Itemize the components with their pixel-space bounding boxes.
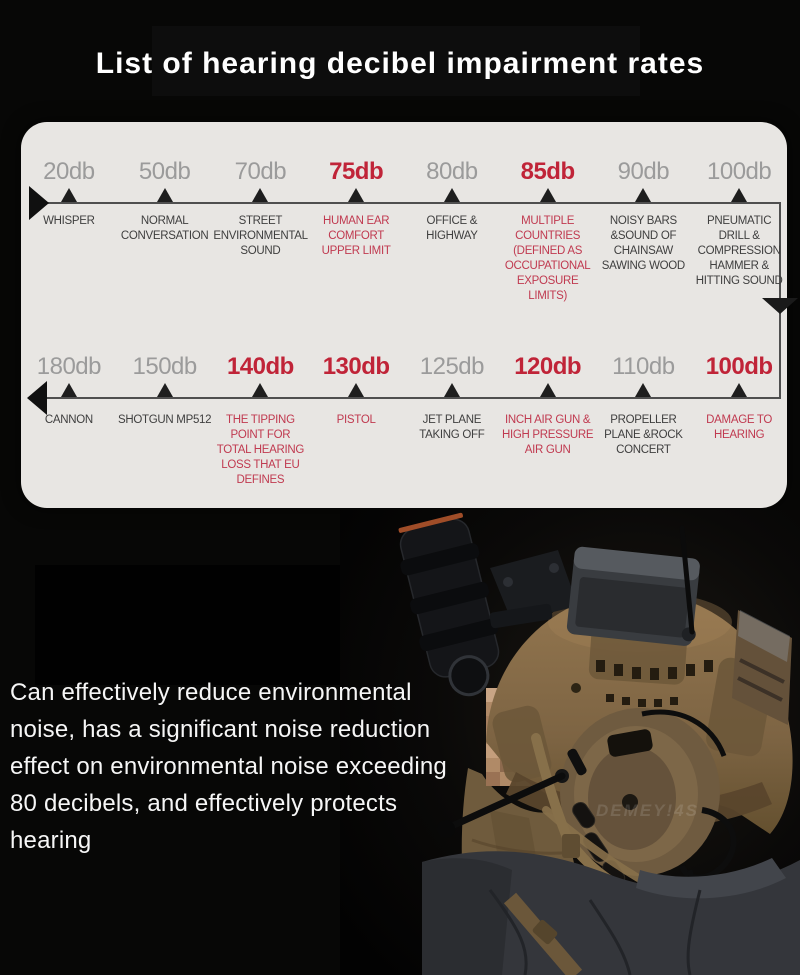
db-value: 100db xyxy=(705,353,773,380)
tick-marker-icon xyxy=(731,383,747,397)
db-label: THE TIPPING POINT FOR TOTAL HEARING LOSS THAT EU DEFINES xyxy=(216,414,304,486)
timeline-row-high xyxy=(21,337,787,488)
tick-marker-icon xyxy=(635,383,651,397)
db-value: 90db xyxy=(617,158,670,185)
tick-20db xyxy=(21,152,117,304)
db-label: PISTOL xyxy=(336,414,376,426)
tick-70db xyxy=(213,152,309,304)
db-label: MULTIPLE COUNTRIES (DEFINED AS OCCUPATIONAL EXPOSURE LIMITS) xyxy=(504,215,591,302)
tick-120db xyxy=(500,337,596,488)
db-value: 120db xyxy=(514,353,582,380)
db-label: SHOTGUN MP512 xyxy=(118,414,212,426)
db-label: DAMAGE TO HEARING xyxy=(706,414,773,441)
db-value: 70db xyxy=(234,158,287,185)
db-value: 100db xyxy=(707,158,772,185)
tick-marker-icon xyxy=(157,188,173,202)
tick-130db xyxy=(308,337,404,488)
tick-marker-icon xyxy=(635,188,651,202)
tick-marker-icon xyxy=(252,188,268,202)
db-value: 80db xyxy=(426,158,478,185)
db-label: WHISPER xyxy=(43,215,95,227)
tick-80db xyxy=(404,152,500,304)
db-value: 140db xyxy=(226,353,294,380)
db-value: 110db xyxy=(612,353,675,380)
db-label: NORMAL CONVERSATION xyxy=(120,215,209,242)
tick-85db xyxy=(500,152,596,304)
description-line: Can effectively reduce environmental xyxy=(10,679,412,706)
brand-watermark: DEMEY!4S xyxy=(596,801,699,820)
tick-125db xyxy=(404,337,500,488)
db-label: JET PLANE TAKING OFF xyxy=(419,414,485,441)
product-description xyxy=(10,674,480,859)
tick-marker-icon xyxy=(61,383,77,397)
tick-110db xyxy=(596,337,692,488)
tick-100db-top xyxy=(691,152,787,304)
db-value: 125db xyxy=(419,353,484,380)
db-value: 150db xyxy=(132,353,197,380)
tick-75db xyxy=(308,152,404,304)
db-value: 130db xyxy=(322,353,390,380)
db-value: 50db xyxy=(138,158,191,185)
tick-180db xyxy=(21,337,117,488)
tick-marker-icon xyxy=(348,188,364,202)
db-label: OFFICE & HIGHWAY xyxy=(426,215,478,242)
tick-140db xyxy=(213,337,309,488)
tick-50db xyxy=(117,152,213,304)
db-label: PROPELLER PLANE &ROCK CONCERT xyxy=(604,414,683,456)
tick-90db xyxy=(596,152,692,304)
db-label: NOISY BARS &SOUND OF CHAINSAW SAWING WOOD xyxy=(601,215,685,272)
tick-100db-bottom xyxy=(691,337,787,488)
db-label: INCH AIR GUN & HIGH PRESSURE AIR GUN xyxy=(501,414,594,456)
tick-marker-icon xyxy=(540,188,556,202)
timeline-row-low xyxy=(21,152,787,304)
tick-marker-icon xyxy=(444,383,460,397)
db-label: PNEUMATIC DRILL & COMPRESSION HAMMER & HITTING SOUND xyxy=(695,215,783,287)
db-value: 85db xyxy=(520,158,575,185)
tick-marker-icon xyxy=(348,383,364,397)
db-value: 20db xyxy=(43,158,95,185)
tick-marker-icon xyxy=(157,383,173,397)
background-patch xyxy=(35,565,345,685)
db-value: 180db xyxy=(36,353,101,380)
decibel-chart-card xyxy=(21,122,787,508)
description-line: 80 decibels, and effectively protects xyxy=(10,790,398,817)
description-line: noise, has a significant noise reduction xyxy=(10,716,431,743)
db-value: 75db xyxy=(329,158,384,185)
description-line: hearing xyxy=(10,827,92,854)
page-title: List of hearing decibel impairment rates xyxy=(95,47,705,80)
tick-marker-icon xyxy=(731,188,747,202)
db-label: STREET ENVIRONMENTAL SOUND xyxy=(213,215,308,257)
tick-marker-icon xyxy=(252,383,268,397)
tick-marker-icon xyxy=(540,383,556,397)
tick-marker-icon xyxy=(61,188,77,202)
description-line: effect on environmental noise exceeding xyxy=(10,753,447,780)
tick-150db xyxy=(117,337,213,488)
db-label: CANNON xyxy=(44,414,93,426)
tick-marker-icon xyxy=(444,188,460,202)
db-label: HUMAN EAR COMFORT UPPER LIMIT xyxy=(321,215,391,257)
